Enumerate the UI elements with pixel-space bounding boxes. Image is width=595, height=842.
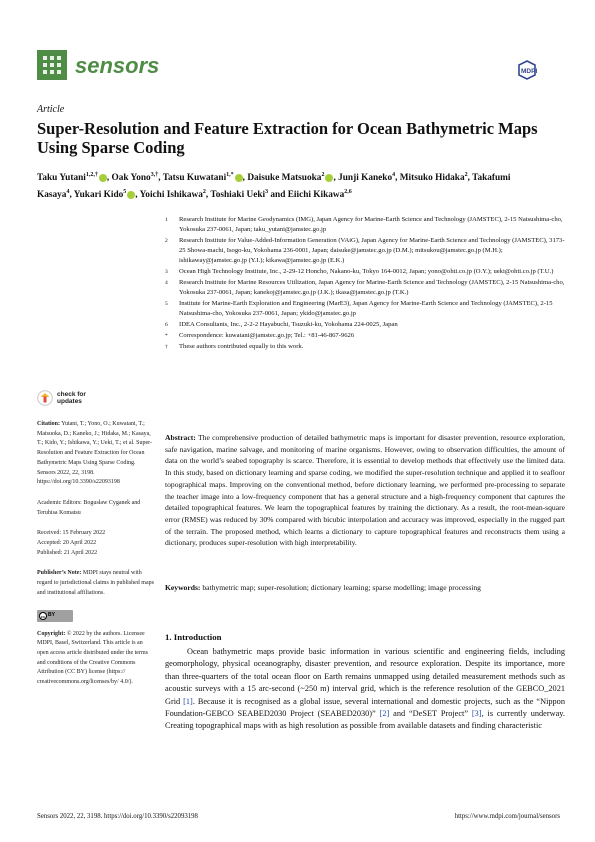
journal-name[interactable]: sensors: [75, 53, 160, 78]
author-name: Toshiaki Ueki$^3$ and: [210, 189, 288, 201]
mdpi-logo-icon[interactable]: [518, 60, 556, 82]
accepted-date: Accepted: 20 April 2022: [37, 540, 97, 547]
affiliation-item: * Correspondence: kuwatani@jamstec.go.jp; Tel.: +81-46-867-9626: [165, 332, 355, 339]
author-name: Daisuke Matsuoka$^2$ ,: [247, 172, 339, 184]
reference-link-2[interactable]: [2]: [379, 709, 390, 719]
orcid-icon[interactable]: [235, 174, 243, 182]
author-name: Mitsuko Hidaka$^2$,: [399, 172, 473, 184]
reference-link-1[interactable]: [1]: [183, 696, 193, 706]
paper-title: Super-Resolution and Feature Extraction for Ocean Bathymetric Maps Using Sparse Coding: [37, 119, 538, 157]
check-updates-label: check for updates: [57, 391, 86, 405]
dates-block: [37, 529, 155, 558]
affiliation-item: 6 IDEA Consultants, Inc., 2-2-2 Hayabuchi, Tsuzuki-ku, Yokohama 224-0025, Japan: [165, 321, 398, 328]
author-name: Tatsu Kuwatani$^{1,*}$ ,: [162, 172, 248, 184]
affiliation-item: 1 Research Institute for Marine Geodynamics (IMG), Japan Agency for Marine-Earth Science and Technology (JAMSTEC), 2-15 Natsushima-cho, Yokosuka 237-0061, Japan; taku_yutani@jamstec.go.jp: [165, 216, 563, 233]
journal-logo-icon: [37, 50, 67, 80]
academic-editors: Academic Editors: Bogusław Cyganek and Teruhisa Komatsu: [37, 499, 141, 516]
affiliations: [165, 215, 565, 353]
svg-text:MDPI: MDPI: [521, 68, 538, 75]
affiliation-item: 4 Research Institute for Marine Resources Utilization, Japan Agency for Marine-Earth Science and Technology (JAMSTEC), 2-15 Natsushima-cho, Yokosuka 237-0061, Japan; kanekoj@jamstec.go.jp (J.K.); tkasa@jamstec.go.jp (T.K.): [165, 279, 565, 296]
affiliation-item: † These authors contributed equally to this work.: [165, 343, 304, 350]
abstract: Abstract: The comprehensive production of detailed bathymetric maps is important for disaster prevention, resource exploration, safe navigation, marine salvage, and monitoring of marine organisms. However, owing to observation difficulties, the amount of data on the world’s seabed topography is scarce. Therefore, it is essential to develop methods that effectively use the limited data. In this study, based on dictionary learning and sparse coding, we modified the super-resolution technique and applied it to seafloor topographical maps. Improving on the conventional method, before dictionary learning, we performed pre-processing to separate the teacher image into a low-frequency component that has a general structure and a high-frequency component that captures the detailed topographical features. We learn the topographical features by training the dictionary. As a result, the root-mean-square error (RMSE) was reduced by 30% compared with bicubic interpolation and accuracy was improved, especially in the rugged part of the terrain. The proposed method, which learns a dictionary to capture topographical features and reconstructs them using a dictionary, produces super-resolution with high interpretability.: [165, 433, 565, 548]
author-name: Yukari Kido$^5$ ,: [73, 189, 140, 201]
article-type: Article: [37, 104, 65, 115]
check-updates-icon: [37, 390, 53, 406]
copyright-block: Copyright: © 2022 by the authors. Licensee MDPI, Basel, Switzerland. This article is an open access article distributed under the terms and conditions of the Creative Commons Attribution (CC BY) license (https:// creativecommons.org/licenses/by/ 4.0/).: [37, 630, 148, 686]
footer-citation: Sensors 2022, 22, 3198. https://doi.org/10.3390/s22093198: [37, 813, 198, 820]
cc-by-license-icon[interactable]: cc BY: [37, 610, 73, 622]
author-name: Junji Kaneko$^4$,: [338, 172, 400, 184]
reference-link-3[interactable]: [3]: [471, 709, 482, 719]
affiliation-item: 2 Research Institute for Value-Added-Information Generation (VAiG), Japan Agency for Marine-Earth Science and Technology (JAMSTEC), 3173-25 Showa-machi, Isogo-ku, Yokohama 236-0001, Japan; daisuke@jamstec.go.jp (D.M.); mitsukou@jamstec.go.jp (M.H.); ishikaway@jamstec.go.jp (Y.I.); kikawa@jamstec.go.jp (E.K.): [165, 237, 565, 264]
orcid-icon[interactable]: [99, 174, 107, 182]
affiliation-item: 5 Institute for Marine-Earth Exploration and Engineering (MarE3), Japan Agency for Marine-Earth Science and Technology (JAMSTEC), 2-15 Natsushima-cho, Yokosuka 237-0061, Japan; ykido@jamstec.go.jp: [165, 300, 553, 317]
keywords: Keywords: bathymetric map; super-resolution; dictionary learning; sparse modelling; image processing: [165, 583, 481, 592]
check-for-updates-button[interactable]: [37, 390, 155, 406]
received-date: Received: 15 February 2022: [37, 530, 106, 537]
published-date: Published: 21 April 2022: [37, 549, 98, 556]
author-list: [37, 168, 577, 202]
citation-block: Citation: Yutani, T.; Yono, O.; Kuwatani, T.; Matsuoka, D.; Kaneko, J.; Hidaka, M.; Kasaya, T.; Kido, Y.; Ishikawa, Y.; Ueki, T.; et al. Super-Resolution and Feature Extraction for Ocean Bathymetric Maps Using Sparse Coding. Sensors 2022, 22, 3198. https://doi.org/10.3390/s22093198: [37, 421, 153, 486]
affiliation-item: 3 Ocean High Technology Institute, Inc., 2-29-12 Honcho, Nakano-ku, Tokyo 164-0012, Japan; yono@ohti.co.jp (O.Y.); ueki@ohti.co.jp (T.U.): [165, 268, 554, 275]
author-name: Eiichi Kikawa$^{2,6}$: [287, 189, 352, 201]
article-info-sidebar: [37, 390, 155, 699]
author-name: Takafumi Kasaya$^4$,: [37, 173, 511, 201]
author-name: Yoichi Ishikawa$^2$,: [139, 189, 211, 201]
footer-journal-link[interactable]: https://www.mdpi.com/journal/sensors: [454, 813, 560, 820]
author-name: Oak Yono$^{3,\dagger}$,: [111, 172, 163, 184]
publisher-note: Publisher’s Note: MDPI stays neutral with regard to jurisdictional claims in published maps and institutional affiliations.: [37, 570, 154, 596]
introduction-paragraph: Ocean bathymetric maps provide basic information in various scientific and engineering fields, including geomorphology, physical oceanography, disaster prevention, and resource exploration. Despite its importance, more than three-quarters of the total ocean floor on Earth remains unmapped using detailed measurement methods such as acoustic surveys with a 15 arc-second (~250 m) interval grid, which is the reference resolution of the GEBCO_2021 Grid [1]. Because it is recognised as a global issue, several international and domestic projects, such as the “Nippon Foundation-GEBCO SEABED2030 Project (SEABED2030)” [2] and “DeSET Project” [3], is currently underway. Creating topographical maps with as high resolution as possible from available datasets and finding characteristic: [165, 647, 565, 731]
author-name: Taku Yutani$^{1,2,\dagger}$ ,: [37, 172, 112, 184]
section-heading-introduction: 1. Introduction: [165, 632, 222, 642]
